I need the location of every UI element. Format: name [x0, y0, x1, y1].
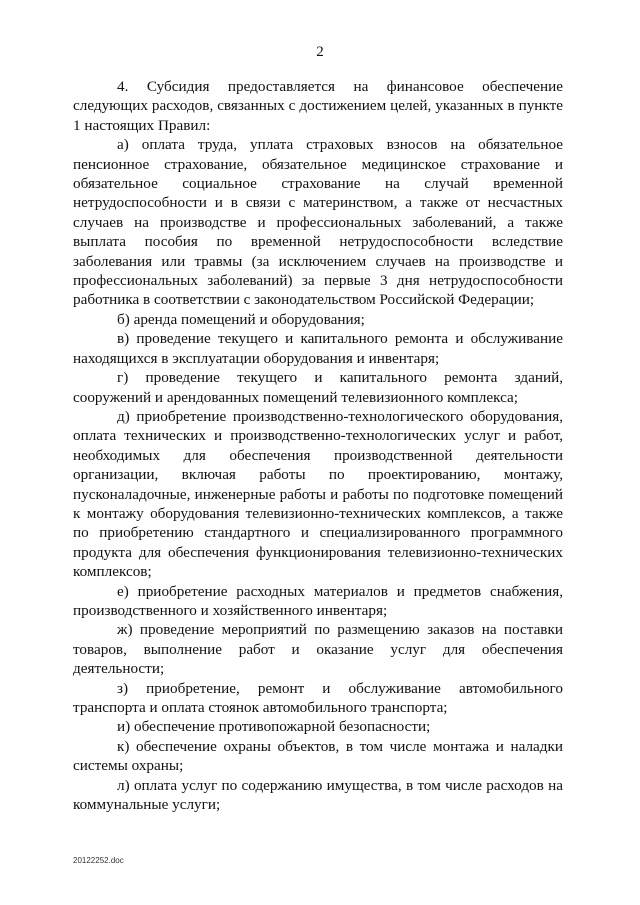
page-number: 2 — [316, 44, 324, 60]
document-body — [73, 77, 563, 814]
paragraph-subitem-k: к) обеспечение охраны объектов, в том числе монтажа и наладки системы охраны; — [73, 737, 563, 775]
paragraph-subitem-i: и) обеспечение противопожарной безопасности; — [117, 718, 431, 736]
paragraph-subitem-z: з) приобретение, ремонт и обслуживание автомобильного транспорта и оплата стоянок автомобильного транспорта; — [73, 679, 563, 716]
paragraph-subitem-zh: ж) проведение мероприятий по размещению заказов на поставки товаров, выполнение работ и оказание услуг для обеспечения деятельности; — [73, 621, 563, 678]
paragraph-subitem-e: е) приобретение расходных материалов и предметов снабжения, производственного и хозяйственного инвентаря; — [73, 582, 563, 619]
paragraph-subitem-v: в) проведение текущего и капитального ремонта и обслуживание находящихся в эксплуатации оборудования и инвентаря; — [73, 330, 563, 367]
paragraph-subitem-a: а) оплата труда, уплата страховых взносов на обязательное пенсионное страхование, обязательное медицинское страхование и обязательное социальное страхование на случай временной нетрудоспособности и в связи с материнством, а также от несчастных случаев на производстве и профессиональных заболеваний, а также выплата пособия по временной нетрудоспособности вследствие заболевания или травмы (за исключением случаев на производстве и профессиональных заболеваний) за первые 3 дня нетрудоспособности работника в соответствии с законодательством Российской Федерации; — [73, 136, 563, 309]
paragraph-subitem-b: б) аренда помещений и оборудования; — [117, 310, 365, 328]
document-filename-footer: 20122252.doc — [73, 856, 124, 865]
paragraph-subitem-g: г) проведение текущего и капитального ремонта зданий, сооружений и арендованных помещений телевизионного комплекса; — [73, 369, 563, 406]
paragraph-item-4: 4. Субсидия предоставляется на финансовое обеспечение следующих расходов, связанных с достижением целей, указанных в пункте 1 настоящих Правил: — [73, 78, 563, 134]
paragraph-subitem-d: д) приобретение производственно-технологического оборудования, оплата технических и производственно-технологических услуг и работ, необходимых для обеспечения производственной деятельности организации, включая работы по проектированию, монтажу, пусконаладочные, инженерные работы и работы по подготовке помещений к монтажу оборудования телевизионно-технических комплексов, а также по приобретению стандартного и специализированного программного продукта для обеспечения функционирования телевизионно-технических комплексов; — [73, 407, 563, 581]
paragraph-subitem-l: л) оплата услуг по содержанию имущества, в том числе расходов на коммунальные услуги; — [73, 776, 563, 814]
